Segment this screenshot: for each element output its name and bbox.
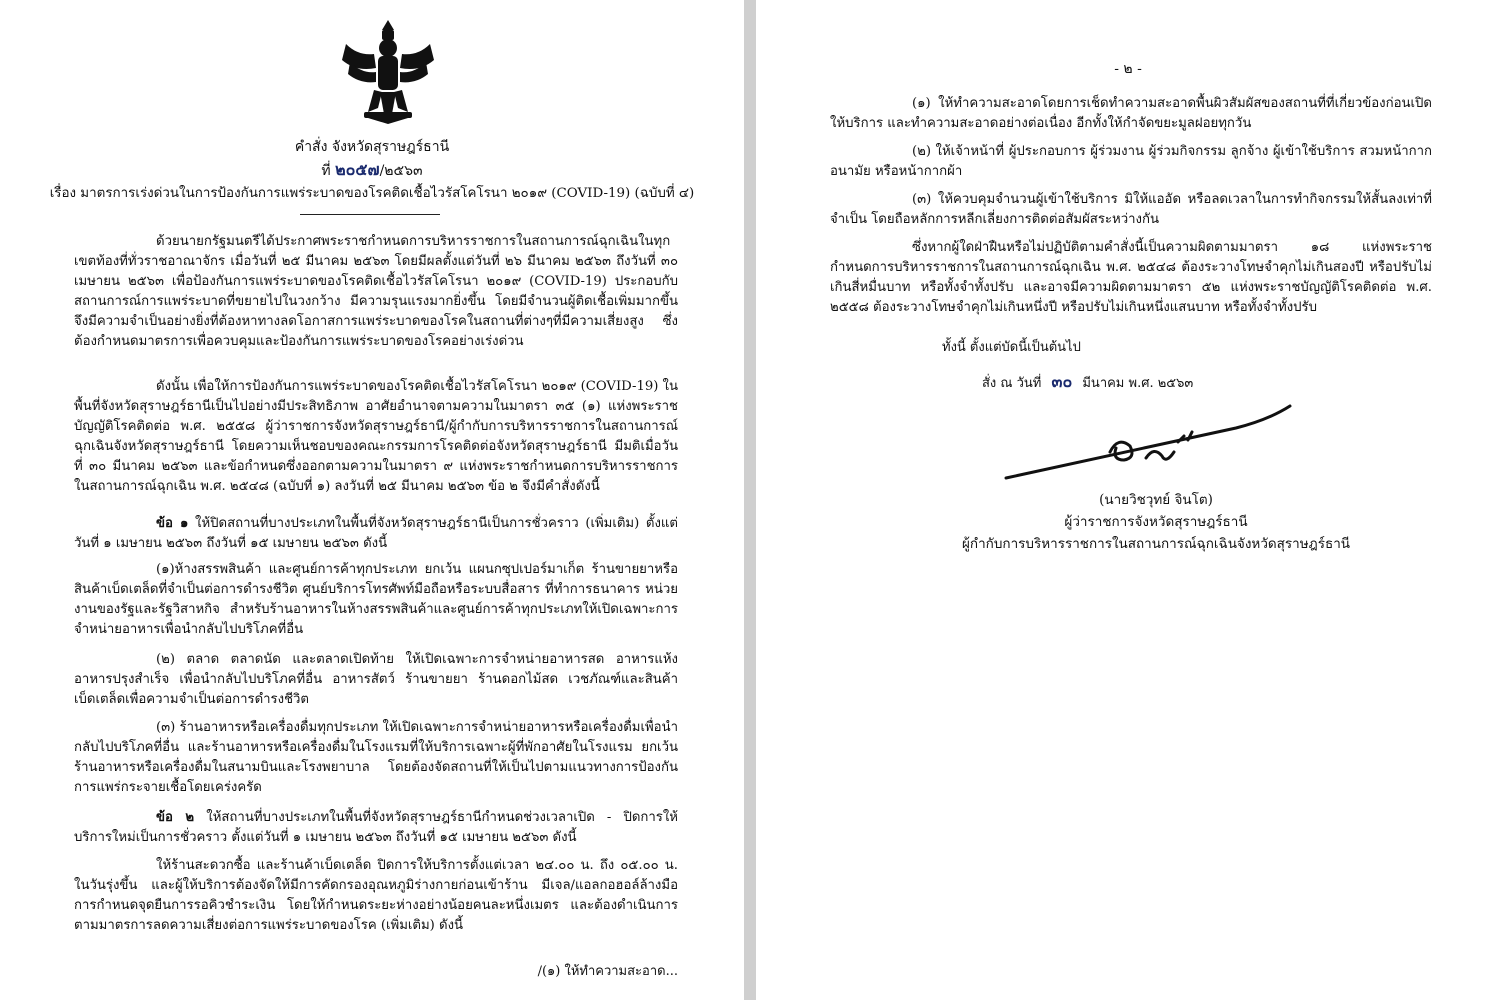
clause-1-item-1: (๑)ห้างสรรพสินค้า และศูนย์การค้าทุกประเภท ยกเว้น แผนกซุปเปอร์มาเก็ต ร้านขายยาหรือสินค้าเบ็ดเตล็ดที่จำเป็นต่อการดำรงชีวิต ศูนย์บริการโทรศัพท์มือถือหรือระบบสื่อสาร ที่ทำการธนาคาร หน่วยงานของรัฐและรัฐวิสาหกิจ สำหรับร้านอาหารในห้างสรรพสินค้าและศูนย์การค้าทุกประเภทให้เปิดเฉพาะการจำหน่ายอาหารเพื่อนำกลับไปบริโภคที่อื่น: [74, 562, 678, 637]
order-number-handwritten: ๒๐๕๗: [335, 160, 380, 179]
measure-item-1: (๑) ให้ทำความสะอาดโดยการเช็ดทำความสะอาดพื้นผิวสัมผัสของสถานที่ที่เกี่ยวข้องก่อนเปิดให้บริการ และทำความสะอาดอย่างต่อเนื่อง อีกทั้งให้กำจัดขยะมูลฝอยทุกวัน: [830, 96, 1432, 131]
order-subject: เรื่อง มาตรการเร่งด่วนในการป้องกันการแพร่ระบาดของโรคติดเชื้อไวรัสโคโรนา ๒๐๑๙ (COVID-19) (ฉบับที่ ๔): [49, 186, 695, 201]
garuda-emblem-icon: [338, 16, 438, 126]
title-divider: [300, 214, 440, 215]
effective-date-text: ทั้งนี้ ตั้งแต่บัดนี้เป็นต้นไป: [942, 340, 1081, 355]
order-date: [982, 370, 1193, 395]
page-1: [0, 0, 744, 1000]
signer-title-emergency: ผู้กำกับการบริหารราชการในสถานการณ์ฉุกเฉินจังหวัดสุราษฎร์ธานี: [961, 536, 1351, 552]
order-date-prefix: สั่ง ณ วันที่: [982, 376, 1042, 391]
order-date-day: ๓๐: [1051, 372, 1073, 391]
order-number-prefix: ที่: [321, 163, 331, 179]
clause-2-text: ให้สถานที่บางประเภทในพื้นที่จังหวัดสุราษฎร์ธานีกำหนดช่วงเวลาเปิด - ปิดการให้บริการใหม่เป็นการชั่วคราว ตั้งแต่วันที่ ๑ เมษายน ๒๕๖๓ ถึงวันที่ ๑๕ เมษายน ๒๕๖๓ ดังนี้: [74, 810, 678, 845]
preamble-paragraph: ด้วยนายกรัฐมนตรีได้ประกาศพระราชกำหนดการบริหารราชการในสถานการณ์ฉุกเฉินในทุกเขตท้องที่ทั่วราชอาณาจักร เมื่อวันที่ ๒๕ มีนาคม ๒๕๖๓ โดยมีผลตั้งแต่วันที่ ๒๖ มีนาคม ๒๕๖๓ ถึงวันที่ ๓๐ เมษายน ๒๕๖๓ เพื่อป้องกันการแพร่ระบาดของโรคติดเชื้อไวรัสโคโรนา ๒๐๑๙ (COVID-19) ประกอบกับสถานการณ์การแพร่ระบาดที่ขยายไปในวงกว้าง มีความรุนแรงมากยิ่งขึ้น โดยมีจำนวนผู้ติดเชื้อเพิ่มมากขึ้น จึงมีความจำเป็นอย่างยิ่งที่ต้องหาทางลดโอกาสการแพร่ระบาดของโรคในสถานที่ต่างๆที่มีความเสี่ยงสูง ซึ่งต้องกำหนดมาตรการเพื่อควบคุมและป้องกันการแพร่ระบาดของโรคอย่างเร่งด่วน: [74, 234, 678, 349]
continuation-note: /(๑) ให้ทำความสะอาด...: [537, 964, 678, 979]
order-heading: คำสั่ง จังหวัดสุราษฎร์ธานี: [294, 139, 450, 155]
authority-paragraph: ดังนั้น เพื่อให้การป้องกันการแพร่ระบาดของโรคติดเชื้อไวรัสโคโรนา ๒๐๑๙ (COVID-19) ในพื้นที่จังหวัดสุราษฎร์ธานีเป็นไปอย่างมีประสิทธิภาพ อาศัยอำนาจตามความในมาตรา ๓๕ (๑) แห่งพระราชบัญญัติโรคติดต่อ พ.ศ. ๒๕๕๘ ผู้ว่าราชการจังหวัดสุราษฎร์ธานี/ผู้กำกับการบริหารราชการในสถานการณ์ฉุกเฉินจังหวัดสุราษฎร์ธานี โดยความเห็นชอบของคณะกรรมการโรคติดต่อจังหวัดสุราษฎร์ธานี มีมติเมื่อวันที่ ๓๐ มีนาคม ๒๕๖๓ และข้อกำหนดซึ่งออกตามความในมาตรา ๙ แห่งพระราชกำหนดการบริหารราชการในสถานการณ์ฉุกเฉิน พ.ศ. ๒๕๔๘ (ฉบับที่ ๑) ลงวันที่ ๒๕ มีนาคม ๒๕๖๓ ข้อ ๒ จึงมีคำสั่งดังนี้: [74, 379, 679, 494]
order-number-suffix: /๒๕๖๓: [379, 163, 423, 179]
convenience-store-paragraph: ให้ร้านสะดวกซื้อ และร้านค้าเบ็ดเตล็ด ปิดการให้บริการตั้งแต่เวลา ๒๔.๐๐ น. ถึง ๐๕.๐๐ น. ในวันรุ่งขึ้น และผู้ให้บริการต้องจัดให้มีการคัดกรองอุณหภูมิร่างกายก่อนเข้าร้าน มีเจล/แอลกอฮอล์ล้างมือ การกำหนดจุดยืนการรอคิวชำระเงิน โดยให้กำหนดระยะห่างอย่างน้อยคนละหนึ่งเมตร และต้องดำเนินการตามมาตรการลดความเสี่ยงต่อการแพร่ระบาดของโรค (เพิ่มเติม) ดังนี้: [74, 858, 678, 933]
clause-1: [74, 514, 678, 556]
order-date-suffix: มีนาคม พ.ศ. ๒๕๖๓: [1082, 376, 1194, 391]
clause-1-item-3: (๓) ร้านอาหารหรือเครื่องดื่มทุกประเภท ให้เปิดเฉพาะการจำหน่ายอาหารหรือเครื่องดื่มเพื่อนำกลับไปบริโภคที่อื่น และร้านอาหารหรือเครื่องดื่มในโรงแรมที่ให้บริการเฉพาะผู้ที่พักอาศัยในโรงแรม ยกเว้นร้านอาหารหรือเครื่องดื่มในสนามบินและโรงพยาบาล โดยต้องจัดสถานที่ให้เป็นไปตามแนวทางการป้องกันการแพร่กระจายเชื้อโดยเคร่งครัด: [74, 720, 678, 795]
signer-name: (นายวิชวุทย์ จินโต): [1099, 492, 1213, 508]
clause-1-label: ข้อ ๑: [156, 516, 189, 531]
penalty-paragraph: ซึ่งหากผู้ใดฝ่าฝืนหรือไม่ปฏิบัติตามคำสั่งนี้เป็นความผิดตามมาตรา ๑๘ แห่งพระราชกำหนดการบริหารราชการในสถานการณ์ฉุกเฉิน พ.ศ. ๒๕๔๘ ต้องระวางโทษจำคุกไม่เกินสองปี หรือปรับไม่เกินสี่หมื่นบาท หรือทั้งจำทั้งปรับ และอาจมีความผิดตามมาตรา ๕๒ แห่งพระราชบัญญัติโรคติดต่อ พ.ศ. ๒๕๕๘ ต้องระวางโทษจำคุกไม่เกินหนึ่งปี หรือปรับไม่เกินหนึ่งแสนบาท หรือทั้งจำทั้งปรับ: [830, 240, 1432, 315]
page-2: [756, 0, 1500, 1000]
measure-item-3: (๓) ให้ควบคุมจำนวนผู้เข้าใช้บริการ มิให้แออัด หรือลดเวลาในการทำกิจกรรมให้สั้นลงเท่าที่จำเป็น โดยถือหลักการหลีกเลี่ยงการติดต่อสัมผัสระหว่างกัน: [830, 192, 1432, 227]
clause-2: [74, 808, 678, 850]
order-number: [0, 158, 744, 183]
clause-2-label: ข้อ ๒: [156, 810, 195, 825]
measure-item-2: (๒) ให้เจ้าหน้าที่ ผู้ประกอบการ ผู้ร่วมงาน ผู้ร่วมกิจกรรม ลูกจ้าง ผู้เข้าใช้บริการ สวมหน้ากากอนามัย หรือหน้ากากผ้า: [830, 144, 1432, 179]
signature-icon: [1006, 398, 1296, 488]
signer-title-governor: ผู้ว่าราชการจังหวัดสุราษฎร์ธานี: [1064, 514, 1248, 530]
page-number: - ๒ -: [1114, 61, 1142, 77]
clause-1-item-2: (๒) ตลาด ตลาดนัด และตลาดเปิดท้าย ให้เปิดเฉพาะการจำหน่ายอาหารสด อาหารแห้ง อาหารปรุงสำเร็จ เพื่อนำกลับไปบริโภคที่อื่น อาหารสัตว์ ร้านขายยา ร้านดอกไม้สด เวชภัณฑ์และสินค้าเบ็ดเตล็ดเพื่อความจำเป็นต่อการดำรงชีวิต: [74, 652, 678, 707]
clause-1-text: ให้ปิดสถานที่บางประเภทในพื้นที่จังหวัดสุราษฎร์ธานีเป็นการชั่วคราว (เพิ่มเติม) ตั้งแต่วันที่ ๑ เมษายน ๒๕๖๓ ถึงวันที่ ๑๕ เมษายน ๒๕๖๓ ดังนี้: [74, 516, 678, 551]
